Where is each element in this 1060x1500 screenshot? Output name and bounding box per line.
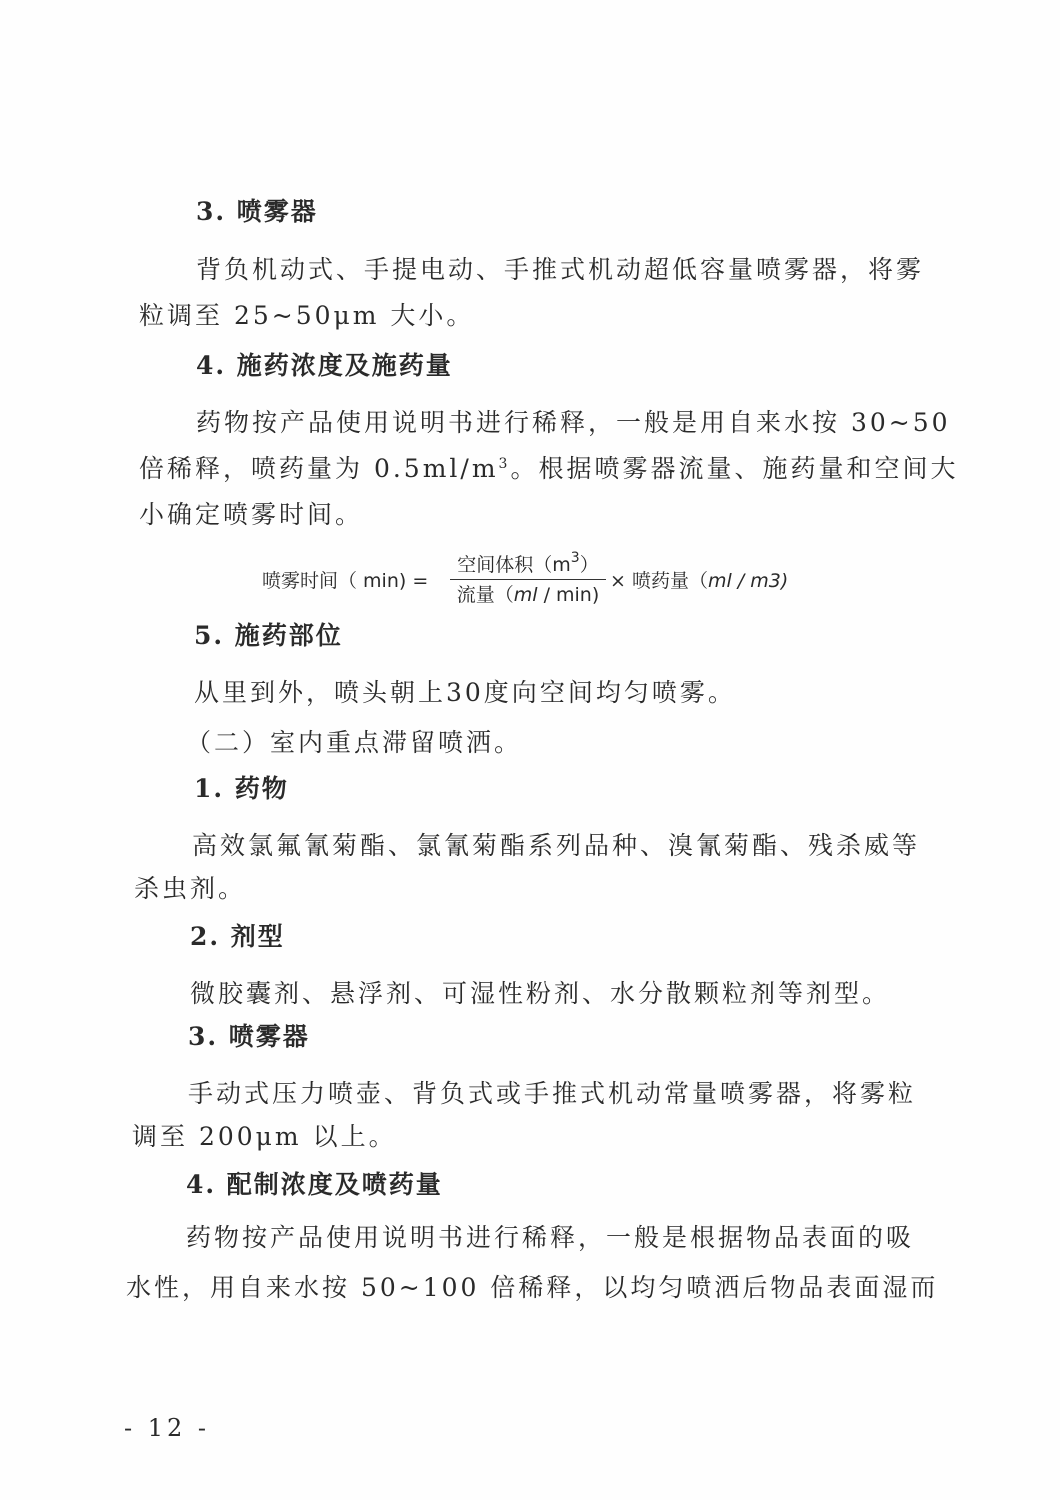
- item-2-body: 微胶囊剂、悬浮剂、可湿性粉剂、水分散颗粒剂等剂型。: [190, 979, 891, 1008]
- section-3-body-line-2: 粒调至 25~50μm 大小。: [139, 301, 475, 330]
- section-4-body-line-3: 小确定喷雾时间。: [139, 500, 364, 529]
- item-4-body-line-2: 水性，用自来水按 50~100 倍稀释，以均匀喷洒后物品表面湿而: [126, 1273, 939, 1302]
- part-2-title: （二）室内重点滞留喷洒。: [186, 728, 523, 757]
- section-4-body-line-2: 倍稀释，喷药量为 $0.5ml/m^3$。根据喷雾器流量、施药量和空间大: [139, 454, 959, 483]
- section-4-body-line-1: 药物按产品使用说明书进行稀释，一般是用自来水按 30~50: [196, 408, 951, 437]
- section-3-body-line-1: 背负机动式、手提电动、手推式机动超低容量喷雾器，将雾: [196, 255, 925, 284]
- fraction-bar: [450, 579, 606, 580]
- formula-numerator: 空间体积$(m^3)$: [457, 550, 599, 576]
- formula-lhs: 喷雾时间（ min) =: [262, 570, 429, 592]
- item-3-body-line-2: 调至 200μm 以上。: [132, 1122, 397, 1151]
- item-3-body-line-1: 手动式压力喷壶、背负式或手推式机动常量喷雾器，将雾粒: [188, 1079, 917, 1108]
- section-3-title: 3. 喷雾器: [196, 197, 318, 226]
- item-2-title: 2. 剂型: [190, 922, 285, 951]
- formula-denominator: 流量（ml / min): [456, 584, 600, 606]
- formula-fraction: [450, 552, 606, 608]
- item-4-body-line-1: 药物按产品使用说明书进行稀释，一般是根据物品表面的吸: [186, 1223, 915, 1252]
- spray-time-formula: [262, 552, 822, 608]
- item-3-title: 3. 喷雾器: [188, 1022, 310, 1051]
- section-5-body: 从里到外，喷头朝上30度向空间均匀喷雾。: [194, 678, 736, 707]
- item-1-body-line-2: 杀虫剂。: [134, 874, 247, 903]
- page-number: - 12 -: [124, 1414, 211, 1442]
- item-4-title: 4. 配制浓度及喷药量: [186, 1170, 443, 1199]
- section-5-title: 5. 施药部位: [194, 621, 343, 650]
- section-4-title: 4. 施药浓度及施药量: [196, 351, 453, 380]
- formula-rhs: × 喷药量（ml / m3): [610, 570, 789, 592]
- item-1-title: 1. 药物: [194, 774, 289, 803]
- item-1-body-line-1: 高效氯氟氰菊酯、氯氰菊酯系列品种、溴氰菊酯、残杀威等: [192, 831, 921, 860]
